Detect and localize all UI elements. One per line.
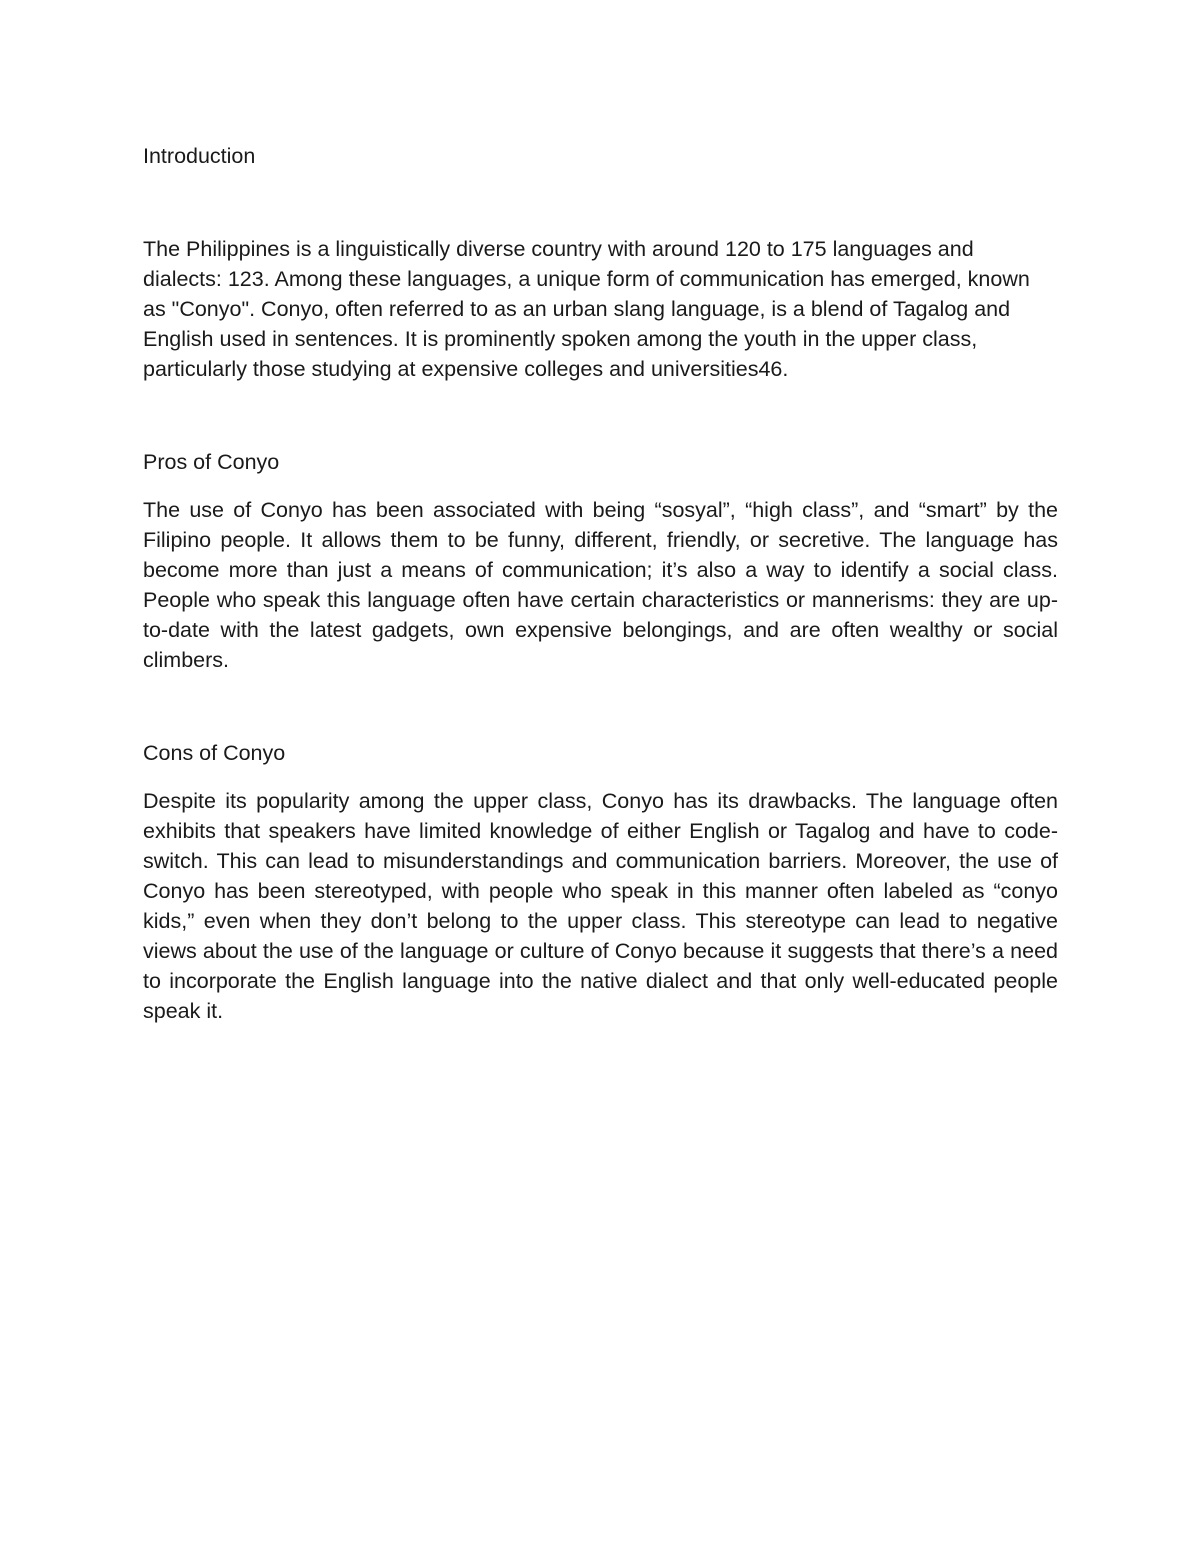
pros-paragraph: The use of Conyo has been associated with being “sosyal”, “high class”, and “smart” by the Filipino people. It allows them to be funny, different, friendly, or secretive. The language has become more than just a means of communication; it’s also a way to identify a social class. People who speak this language often have certain characteristics or mannerisms: they are up-to-date with the latest gadgets, own expensive belongings, and are often wealthy or social climbers. xyxy=(143,498,1058,672)
document-body xyxy=(143,141,1058,1026)
cons-paragraph: Despite its popularity among the upper class, Conyo has its drawbacks. The language often exhibits that speakers have limited knowledge of either English or Tagalog and have to code-switch. This can lead to misunderstandings and communication barriers. Moreover, the use of Conyo has been stereotyped, with people who speak in this manner often labeled as “conyo kids,” even when they don’t belong to the upper class. This stereotype can lead to negative views about the use of the language or culture of Conyo because it suggests that there’s a need to incorporate the English language into the native dialect and that only well-educated people speak it. xyxy=(143,789,1058,1023)
introduction-heading: Introduction xyxy=(143,144,256,168)
cons-heading: Cons of Conyo xyxy=(143,741,286,765)
introduction-paragraph: The Philippines is a linguistically diverse country with around 120 to 175 languages and dialects: 123. Among these languages, a unique form of communication has emerged, known as "Conyo". Conyo, often referred to as an urban slang language, is a blend of Tagalog and English used in sentences. It is prominently spoken among the youth in the upper class, particularly those studying at expensive colleges and universities46. xyxy=(143,237,1030,381)
pros-heading: Pros of Conyo xyxy=(143,450,280,474)
